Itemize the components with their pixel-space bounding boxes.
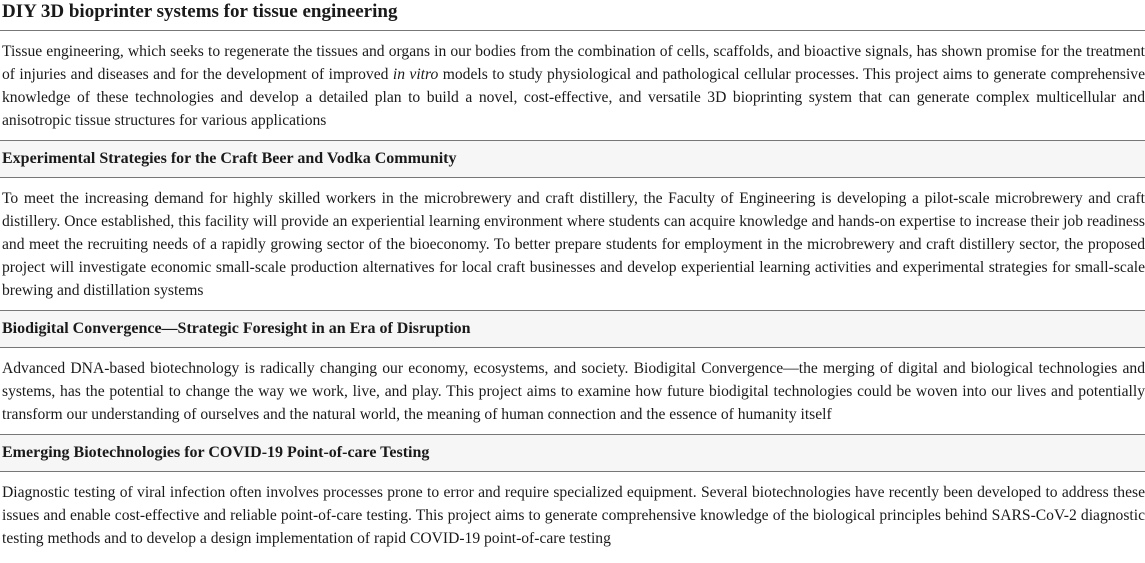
project-description-2: To meet the increasing demand for highly skilled workers in the microbrewery and craft distillery, the Faculty of Engineering is developing a pilot-scale microbrewery and craft distillery. Once established, this facility will provide an experiential learning environment where students can acquire knowledge and hands-on expertise to increase their job readiness and meet the recruiting needs of a rapidly growing sector of the bioeconomy. To better prepare students for employment in the microbrewery and craft distillery sector, the proposed project will investigate economic small-scale production alternatives for local craft businesses and develop experiential learning activities and experimental strategies for small-scale brewing and distillation systems bbox=[2, 190, 1145, 299]
project-description-3: Advanced DNA-based biotechnology is radically changing our economy, ecosystems, and society. Biodigital Convergence—the merging of digital and biological technologies and systems, has the potential to change the way we work, live, and play. This project aims to examine how future biodigital technologies could be woven into our lives and potentially transform our understanding of ourselves and the natural world, the meaning of human connection and the essence of humanity itself bbox=[2, 360, 1145, 423]
project-title-1: DIY 3D bioprinter systems for tissue engineering bbox=[2, 1, 398, 22]
project-title-4: Emerging Biotechnologies for COVID-19 Point-of-care Testing bbox=[0, 434, 1145, 472]
project-title-3: Biodigital Convergence—Strategic Foresight in an Era of Disruption bbox=[0, 310, 1145, 348]
project-description-4: Diagnostic testing of viral infection often involves processes prone to error and require specialized equipment. Several biotechnologies have recently been developed to address these issues and enable cost-effective and reliable point-of-care testing. This project aims to generate comprehensive knowledge of the biological principles behind SARS-CoV-2 diagnostic testing methods and to develop a design implementation of rapid COVID-19 point-of-care testing bbox=[2, 484, 1145, 547]
project-title-2: Experimental Strategies for the Craft Beer and Vodka Community bbox=[0, 140, 1145, 178]
project-description-1: Tissue engineering, which seeks to regenerate the tissues and organs in our bodies from the combination of cells, scaffolds, and bioactive signals, has shown promise for the treatment of injuries and diseases and for the development of improved in vitro models to study physiological and pathological cellular processes. This project aims to generate comprehensive knowledge of these technologies and develop a detailed plan to build a novel, cost-effective, and versatile 3D bioprinting system that can generate complex multicellular and anisotropic tissue structures for various applications bbox=[2, 43, 1145, 129]
